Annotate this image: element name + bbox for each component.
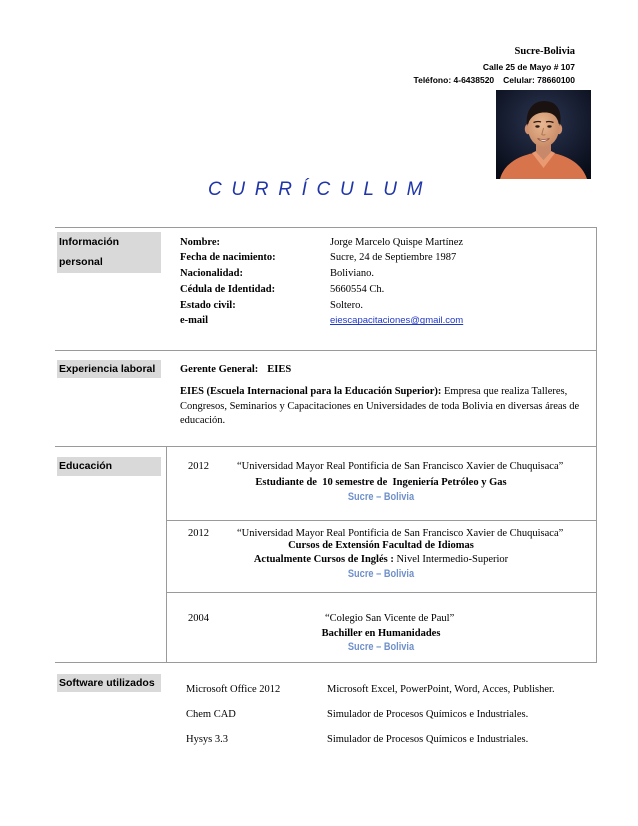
field-value: Soltero. [330, 299, 363, 311]
section-label-software: Software utilizados [57, 674, 161, 692]
field-value: Sucre, 24 de Septiembre 1987 [330, 252, 457, 264]
job-description-lead: EIES (Escuela Internacional para la Educación Superior): [180, 386, 442, 397]
job-title: Gerente General: [180, 364, 259, 375]
email-link[interactable]: eiescapacitaciones@gmail.com [330, 315, 464, 327]
personal-field-civil-status [180, 298, 590, 314]
profile-photo [496, 90, 591, 179]
education-year: 2012 [188, 461, 209, 472]
education-institution: “Universidad Mayor Real Pontificia de San Francisco Xavier de Chuquisaca” [237, 528, 564, 539]
field-label: Fecha de nacimiento: [180, 252, 276, 264]
field-label: e-mail [180, 315, 208, 327]
education-detail: Estudiante de 10 semestre de Ingeniería Petróleo y Gas [255, 477, 507, 488]
field-label: Nombre: [180, 236, 221, 248]
education-institution: “Universidad Mayor Real Pontificia de San Francisco Xavier de Chuquisaca” [237, 461, 564, 472]
personal-field-nationality [180, 266, 590, 282]
software-description: Simulador de Procesos Químicos e Industriales. [327, 709, 529, 720]
education-detail: Bachiller en Humanidades [321, 628, 441, 639]
field-label: Estado civil: [180, 299, 236, 311]
field-value: Boliviano. [330, 268, 375, 280]
personal-field-birthdate [180, 250, 590, 266]
header-contact-line [414, 75, 575, 85]
field-value: 5660554 Ch. [330, 283, 385, 295]
education-location: Sucre – Bolivia [347, 641, 415, 653]
header-phone: Teléfono: 4-6438520 [413, 75, 495, 85]
section-divider [55, 662, 596, 663]
field-label: Cédula de Identidad: [180, 283, 276, 295]
field-label: Nacionalidad: [180, 268, 244, 280]
personal-field-name [180, 235, 590, 251]
education-year: 2012 [188, 528, 209, 539]
education-detail-secondary-text: Nivel Intermedio-Superior [396, 554, 509, 565]
education-location: Sucre – Bolivia [347, 491, 415, 503]
profile-photo-image [496, 90, 591, 179]
photo-eye-right [547, 125, 551, 127]
education-location: Sucre – Bolivia [347, 568, 415, 580]
software-name: Microsoft Office 2012 [186, 684, 281, 695]
education-year: 2004 [188, 613, 209, 624]
personal-info-list [180, 235, 590, 330]
header-mobile: Celular: 78660100 [503, 75, 575, 85]
education-detail-secondary [166, 553, 596, 567]
section-divider [55, 350, 596, 351]
table-right-border [596, 227, 597, 663]
education-detail: Cursos de Extensión Facultad de Idiomas [288, 540, 474, 551]
section-label-education: Educación [57, 457, 161, 476]
photo-eye-left [535, 125, 539, 127]
software-description: Microsoft Excel, PowerPoint, Word, Acces, Publisher. [327, 684, 555, 695]
software-description: Simulador de Procesos Químicos e Industriales. [327, 734, 529, 745]
document-title: C U R R Í C U L U M [208, 179, 425, 200]
section-divider [55, 446, 596, 447]
section-label-experience: Experiencia laboral [57, 360, 161, 378]
job-description [180, 385, 584, 429]
software-name: Chem CAD [186, 709, 236, 720]
table-top-border [55, 227, 596, 228]
personal-field-id-card [180, 282, 590, 298]
software-name: Hysys 3.3 [186, 734, 229, 745]
field-value: Jorge Marcelo Quispe Martínez [330, 236, 464, 248]
job-description-text: Empresa que realiza Talleres, Congresos, Seminarios y Capacitaciones en Universidades de toda Bolivia en diversas áreas de educación. [180, 386, 580, 426]
education-institution: “Colegio San Vicente de Paul” [325, 613, 455, 624]
personal-field-email [180, 313, 590, 329]
education-detail-secondary-lead: Actualmente Cursos de Inglés : [253, 554, 394, 565]
job-company: EIES [267, 364, 292, 375]
job-position [180, 363, 291, 377]
header-city: Sucre-Bolivia [514, 46, 575, 57]
section-label-personal: Información personal [57, 232, 161, 273]
header-address: Calle 25 de Mayo # 107 [482, 62, 575, 72]
education-entry-divider [166, 592, 596, 593]
education-entry-divider [166, 520, 596, 521]
